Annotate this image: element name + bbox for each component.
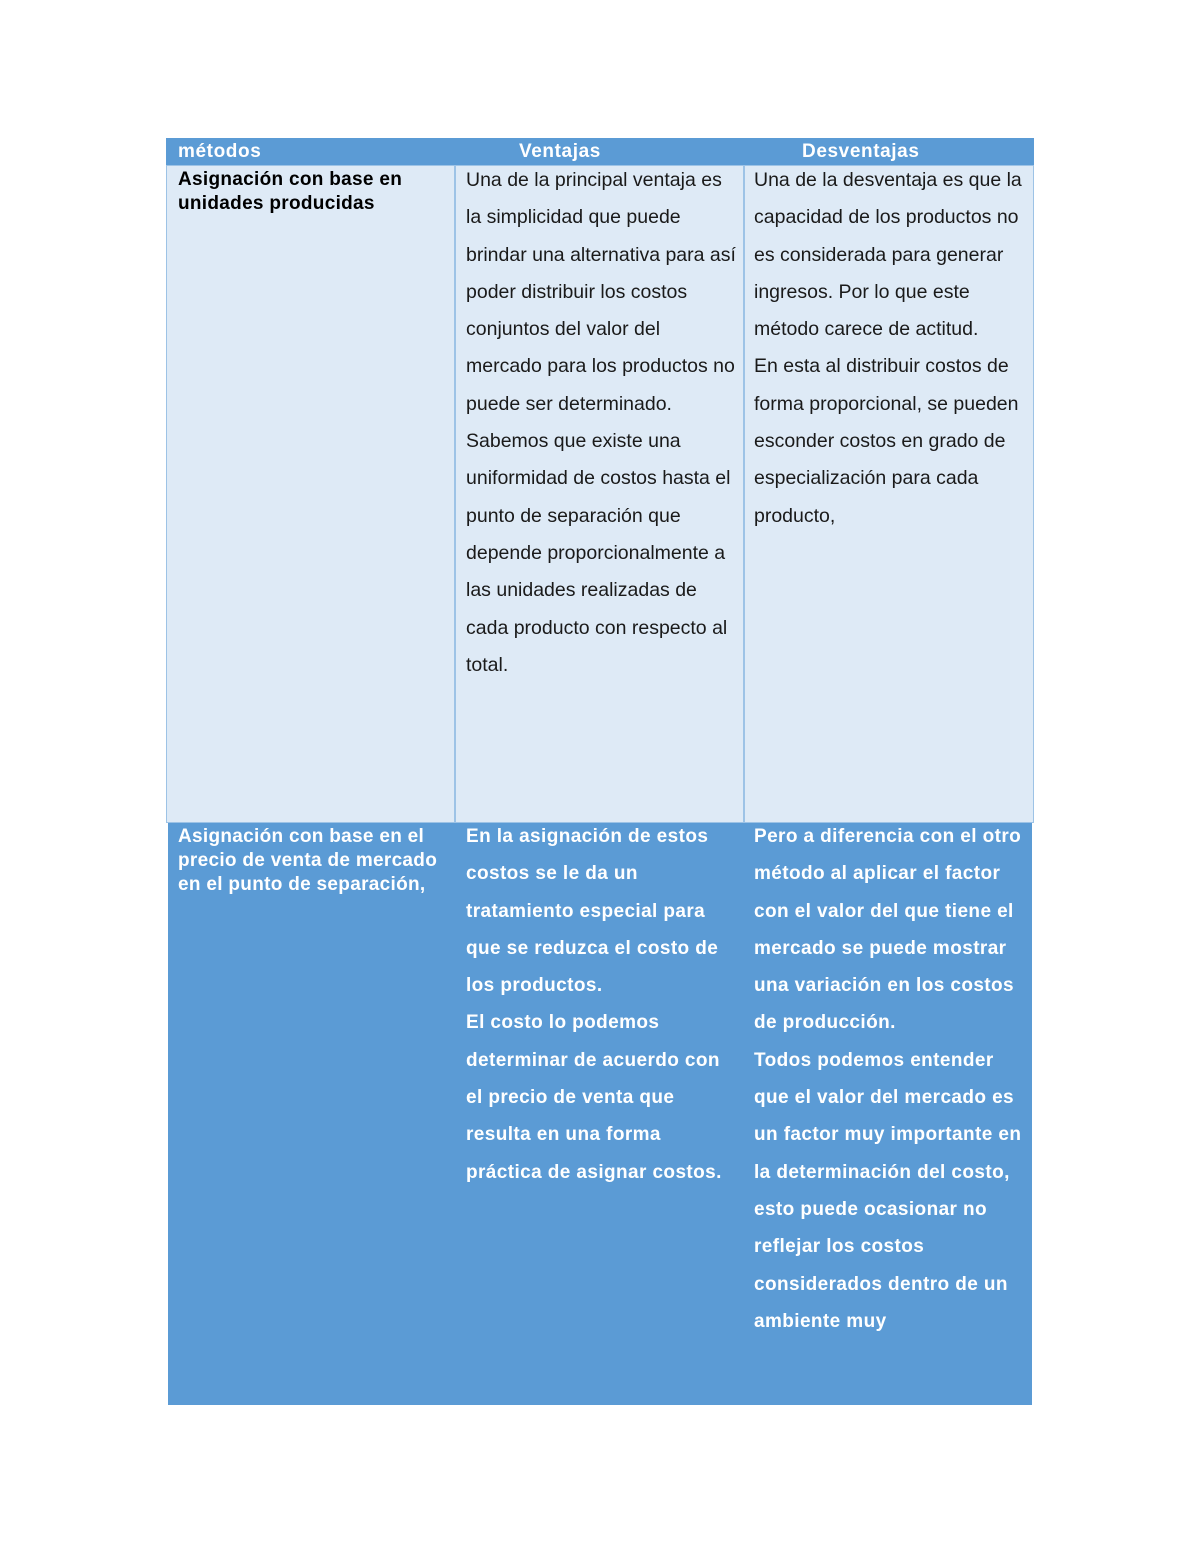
row1-ventajas: Una de la principal ventaja es la simplicidad que puede brindar una alternativa para así poder distribuir los costos conjuntos del valor del mercado para los productos no puede ser determinado. Sabemos que existe una uniformidad de costos hasta el punto de separación que depende proporcionalmente a las unidades realizadas de cada producto con respecto al total. (466, 169, 736, 676)
table-header-row (166, 138, 1034, 165)
table-row (168, 823, 1032, 1405)
header-metodos: métodos (178, 141, 262, 162)
row1-metodo: Asignación con base en unidades producidas (178, 169, 403, 214)
column-divider (454, 166, 456, 822)
header-desventajas: Desventajas (802, 141, 920, 162)
table-row (166, 165, 1034, 823)
row1-desventajas: Una de la desventaja es que la capacidad de los productos no es considerada para generar ingresos. Por lo que este método carece de actitud. En esta al distribuir costos de forma proporcional, se pueden esconder costos en grado de especialización para cada producto, (754, 169, 1022, 527)
row2-desventajas: Pero a diferencia con el otro método al aplicar el factor con el valor del que tiene el mercado se puede mostrar una variación en los costos de producción. Todos podemos entender que el valor del mercado es un factor muy importante en la determinación del costo, esto puede ocasionar no reflejar los costos considerados dentro de un ambiente muy (754, 826, 1022, 1332)
row2-ventajas: En la asignación de estos costos se le da un tratamiento especial para que se reduzca el costo de los productos. El costo lo podemos determinar de acuerdo con el precio de venta que resulta en una forma práctica de asignar costos. (466, 826, 722, 1183)
row2-metodo: Asignación con base en el precio de venta de mercado en el punto de separación, (178, 826, 438, 895)
header-ventajas: Ventajas (519, 141, 601, 162)
column-divider (743, 166, 745, 822)
